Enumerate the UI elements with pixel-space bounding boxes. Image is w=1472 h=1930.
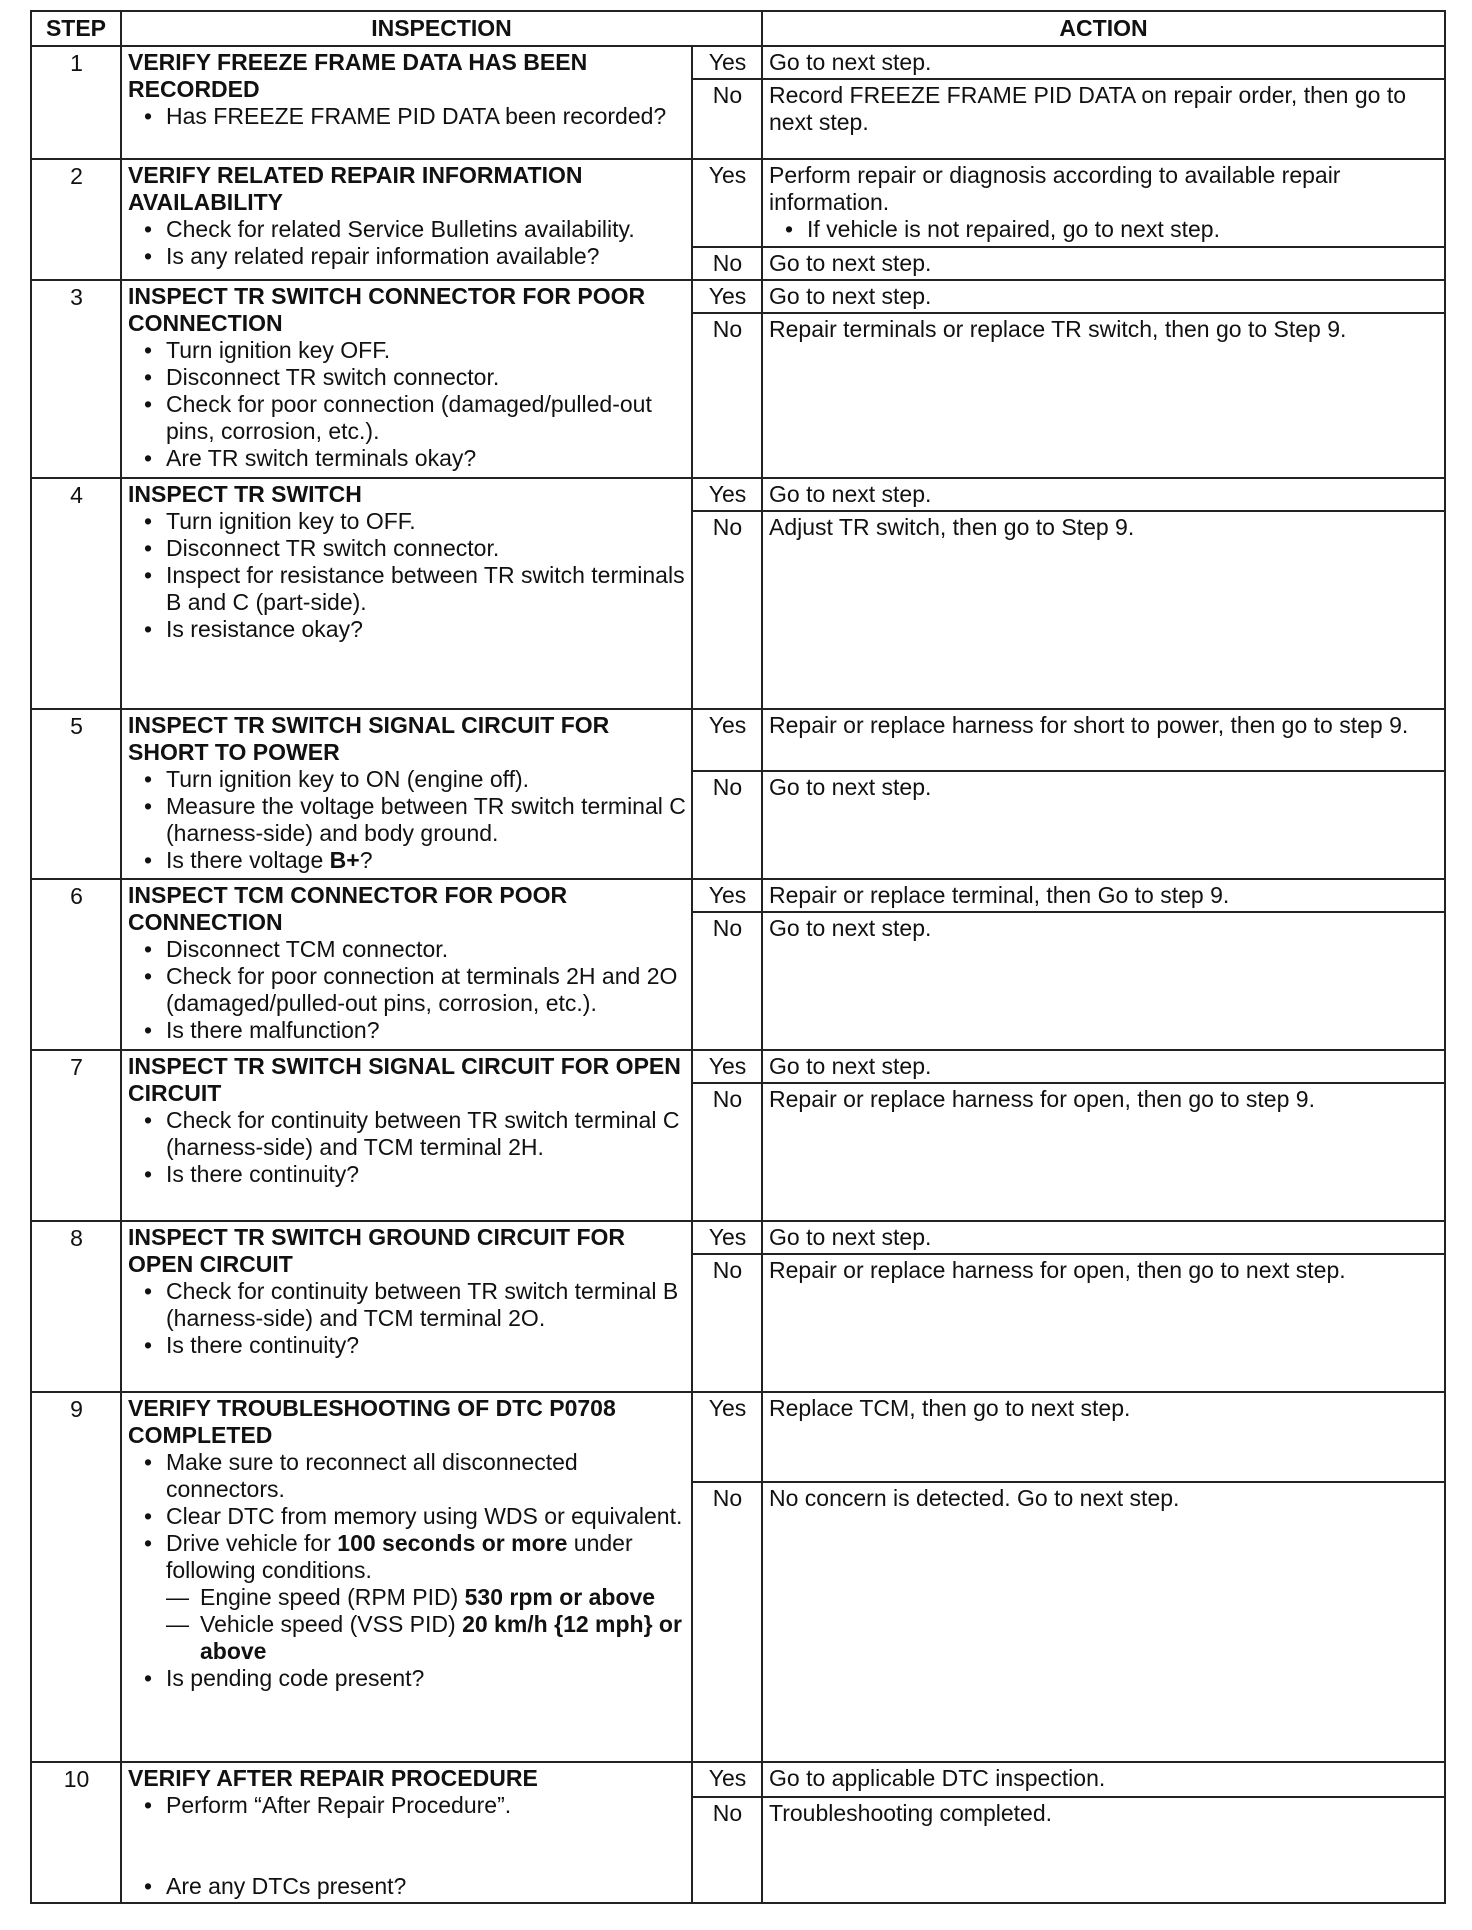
bullet-item: • Clear DTC from memory using WDS or equivalent. <box>140 1503 686 1530</box>
header-step: STEP <box>31 11 121 46</box>
step-row-2-yes <box>31 159 1445 247</box>
sub-bullet-item: • If vehicle is not repaired, go to next step. <box>781 216 1439 243</box>
bullet-item: • Is resistance okay? <box>140 616 686 643</box>
yes-label: Yes <box>692 1221 762 1254</box>
inspection-cell <box>121 46 692 159</box>
no-label: No <box>692 912 762 1050</box>
yes-label: Yes <box>692 1050 762 1083</box>
inspection-title: INSPECT TCM CONNECTOR FOR POOR CONNECTION <box>128 882 568 935</box>
step-number: 1 <box>31 46 121 159</box>
step-row-7-yes <box>31 1050 1445 1083</box>
inspection-bullets <box>128 103 686 130</box>
bullet-item: • Check for continuity between TR switch terminal C (harness-side) and TCM terminal 2H. <box>140 1107 686 1161</box>
no-label: No <box>692 1083 762 1221</box>
no-action: Go to next step. <box>762 912 1445 1050</box>
inspection-cell <box>121 159 692 280</box>
yes-action: Repair or replace terminal, then Go to step 9. <box>762 879 1445 912</box>
condition-bold-text: 530 rpm or above <box>464 1584 656 1610</box>
condition-list <box>166 1584 686 1665</box>
bullet-text: Is there voltage <box>166 847 330 873</box>
step-row-10-yes <box>31 1762 1445 1797</box>
no-label: No <box>692 1797 762 1903</box>
no-action: Troubleshooting completed. <box>762 1797 1445 1903</box>
no-label: No <box>692 1482 762 1762</box>
inspection-title: INSPECT TR SWITCH GROUND CIRCUIT FOR OPEN CIRCUIT <box>128 1224 626 1277</box>
bullet-item: • Disconnect TR switch connector. <box>140 364 686 391</box>
bullet-item: • Measure the voltage between TR switch terminal C (harness-side) and body ground. <box>140 793 686 847</box>
step-row-8-yes <box>31 1221 1445 1254</box>
bullet-item: • Is any related repair information available? <box>140 243 686 270</box>
bullet-item: • Turn ignition key to ON (engine off). <box>140 766 686 793</box>
inspection-cell <box>121 709 692 879</box>
step-number: 6 <box>31 879 121 1050</box>
yes-action: Go to next step. <box>762 478 1445 511</box>
inspection-bullets <box>128 1449 686 1692</box>
condition-text: Engine speed (RPM PID) <box>200 1584 465 1610</box>
inspection-cell <box>121 1392 692 1762</box>
header-row <box>31 11 1445 46</box>
step-row-9-yes <box>31 1392 1445 1482</box>
step-number: 10 <box>31 1762 121 1903</box>
inspection-cell <box>121 478 692 709</box>
yes-label: Yes <box>692 1762 762 1797</box>
no-label: No <box>692 79 762 159</box>
no-action: Record FREEZE FRAME PID DATA on repair order, then go to next step. <box>762 79 1445 159</box>
bullet-item: • Check for poor connection at terminals 2H and 2O (damaged/pulled-out pins, corrosion, etc.). <box>140 963 686 1017</box>
inspection-bullets <box>128 337 686 472</box>
step-number: 2 <box>31 159 121 280</box>
yes-label: Yes <box>692 478 762 511</box>
inspection-cell <box>121 1762 692 1903</box>
inspection-bullets <box>128 508 686 643</box>
no-label: No <box>692 1254 762 1392</box>
yes-label: Yes <box>692 1392 762 1482</box>
bullet-item: • Disconnect TCM connector. <box>140 936 686 963</box>
no-action: Adjust TR switch, then go to Step 9. <box>762 511 1445 709</box>
bullet-item <box>140 1530 686 1665</box>
bullet-item: • Is there continuity? <box>140 1161 686 1188</box>
inspection-bullets <box>128 1278 686 1359</box>
bullet-item: • Is there continuity? <box>140 1332 686 1359</box>
condition-item <box>166 1611 686 1665</box>
no-label: No <box>692 511 762 709</box>
yes-action: Replace TCM, then go to next step. <box>762 1392 1445 1482</box>
step-number: 9 <box>31 1392 121 1762</box>
header-action: ACTION <box>762 11 1445 46</box>
step-row-6-yes <box>31 879 1445 912</box>
step-number: 4 <box>31 478 121 709</box>
bullet-text: Drive vehicle for <box>166 1530 338 1556</box>
no-action: Go to next step. <box>762 247 1445 280</box>
bullet-bold-text: 100 seconds or more <box>337 1530 568 1556</box>
header-inspection: INSPECTION <box>121 11 762 46</box>
inspection-bullets <box>128 936 686 1044</box>
inspection-cell <box>121 1221 692 1392</box>
yes-action: Repair or replace harness for short to power, then go to step 9. <box>762 709 1445 771</box>
inspection-title: VERIFY RELATED REPAIR INFORMATION AVAILABILITY <box>128 162 583 215</box>
inspection-title: INSPECT TR SWITCH <box>128 481 362 507</box>
no-label: No <box>692 313 762 478</box>
bullet-item: • Make sure to reconnect all disconnected connectors. <box>140 1449 686 1503</box>
no-label: No <box>692 771 762 879</box>
diagnostic-steps-table <box>30 10 1446 1904</box>
inspection-cell <box>121 280 692 478</box>
inspection-title: INSPECT TR SWITCH CONNECTOR FOR POOR CONNECTION <box>128 283 646 336</box>
inspection-cell <box>121 879 692 1050</box>
condition-bold-text: 20 km/h {12 mph} or above <box>200 1611 682 1664</box>
bullet-text: ? <box>359 847 373 873</box>
inspection-title: VERIFY TROUBLESHOOTING OF DTC P0708 COMPLETED <box>128 1395 616 1448</box>
no-action: Repair or replace harness for open, then go to step 9. <box>762 1083 1445 1221</box>
inspection-bullets <box>128 216 686 270</box>
yes-label: Yes <box>692 159 762 247</box>
inspection-title: VERIFY FREEZE FRAME DATA HAS BEEN RECORDED <box>128 49 588 102</box>
step-row-4-yes <box>31 478 1445 511</box>
yes-action: Go to next step. <box>762 1221 1445 1254</box>
yes-action-subbullets <box>769 216 1439 243</box>
inspection-bullets <box>128 766 686 874</box>
bullet-item: • Is pending code present? <box>140 1665 686 1692</box>
no-action: Go to next step. <box>762 771 1445 879</box>
step-number: 8 <box>31 1221 121 1392</box>
step-number: 7 <box>31 1050 121 1221</box>
bullet-item: • Is there malfunction? <box>140 1017 686 1044</box>
yes-action-cell <box>762 159 1445 247</box>
step-number: 5 <box>31 709 121 879</box>
inspection-bullets <box>128 1107 686 1188</box>
bullet-item: • Disconnect TR switch connector. <box>140 535 686 562</box>
bullet-bold-text: B+ <box>329 847 360 873</box>
step-row-3-yes <box>31 280 1445 313</box>
bullet-item: • Are any DTCs present? <box>140 1873 686 1900</box>
step-row-5-yes <box>31 709 1445 771</box>
bullet-item: • Check for continuity between TR switch terminal B (harness-side) and TCM terminal 2O. <box>140 1278 686 1332</box>
bullet-item: • Turn ignition key OFF. <box>140 337 686 364</box>
bullet-text: under following conditions. <box>166 1530 633 1583</box>
yes-action: Go to applicable DTC inspection. <box>762 1762 1445 1797</box>
bullet-item: • Check for poor connection (damaged/pulled-out pins, corrosion, etc.). <box>140 391 686 445</box>
step-number: 3 <box>31 280 121 478</box>
no-label: No <box>692 247 762 280</box>
no-action: Repair or replace harness for open, then go to next step. <box>762 1254 1445 1392</box>
bullet-item: • Turn ignition key to OFF. <box>140 508 686 535</box>
yes-label: Yes <box>692 46 762 79</box>
yes-action: Go to next step. <box>762 280 1445 313</box>
inspection-cell <box>121 1050 692 1221</box>
yes-label: Yes <box>692 879 762 912</box>
yes-action: Go to next step. <box>762 1050 1445 1083</box>
inspection-title: INSPECT TR SWITCH SIGNAL CIRCUIT FOR SHORT TO POWER <box>128 712 610 765</box>
inspection-title: INSPECT TR SWITCH SIGNAL CIRCUIT FOR OPEN CIRCUIT <box>128 1053 681 1106</box>
yes-label: Yes <box>692 709 762 771</box>
bullet-item: • Inspect for resistance between TR switch terminals B and C (part-side). <box>140 562 686 616</box>
no-action: No concern is detected. Go to next step. <box>762 1482 1445 1762</box>
yes-action: Go to next step. <box>762 46 1445 79</box>
bullet-item: • Has FREEZE FRAME PID DATA been recorded? <box>140 103 686 130</box>
yes-action: Perform repair or diagnosis according to available repair information. <box>769 162 1341 215</box>
condition-text: Vehicle speed (VSS PID) <box>200 1611 463 1637</box>
no-action: Repair terminals or replace TR switch, then go to Step 9. <box>762 313 1445 478</box>
step-row-1-yes <box>31 46 1445 79</box>
inspection-title: VERIFY AFTER REPAIR PROCEDURE <box>128 1765 538 1791</box>
bullet-item <box>140 847 686 874</box>
condition-item <box>166 1584 686 1611</box>
yes-label: Yes <box>692 280 762 313</box>
inspection-bullets <box>128 1792 686 1900</box>
bullet-item: • Check for related Service Bulletins availability. <box>140 216 686 243</box>
bullet-item: • Are TR switch terminals okay? <box>140 445 686 472</box>
bullet-item: • Perform “After Repair Procedure”. <box>140 1792 686 1819</box>
